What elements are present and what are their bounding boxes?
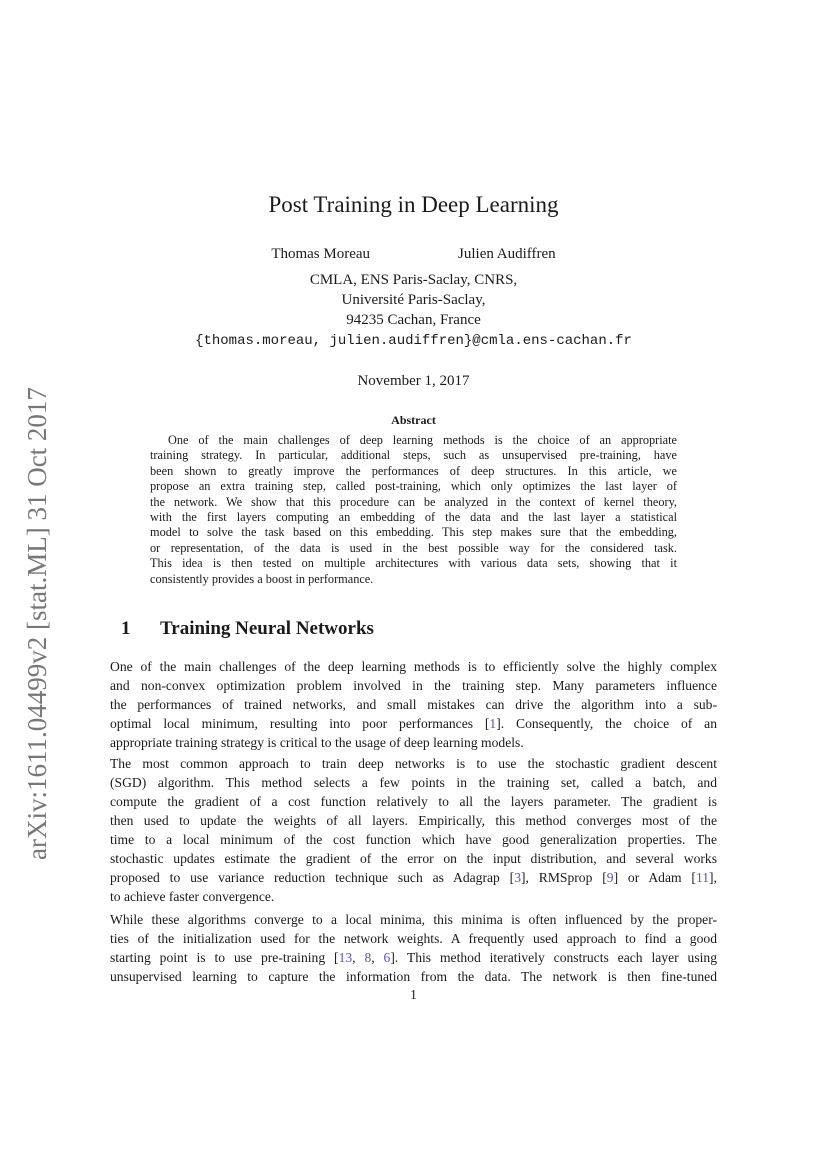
text-line: unsupervised learning to capture the information from the data. The network is then fine-tuned [110,969,717,984]
author: Julien Audiffren [458,246,556,262]
citation-link[interactable]: 3 [514,870,521,885]
text-line: proposed to use variance reduction technique such as Adagrap [3], RMSprop [9] or Adam [11], [110,870,717,885]
paper-date: November 1, 2017 [357,373,470,389]
text-line: then used to update the weights of all layers. Empirically, this method converges most of the [110,813,717,828]
text-line: compute the gradient of a cost function relatively to all the layers parameter. The gradient is [110,794,717,809]
paper-title: Post Training in Deep Learning [268,192,559,217]
arxiv-identifier: arXiv:1611.04499v2 [stat.ML] 31 Oct 2017 [22,387,52,860]
text-line: While these algorithms converge to a local minima, this minima is often influenced by the proper- [110,912,717,927]
text-line: time to a local minimum of the cost function which have good generalization properties. The [110,832,717,847]
section-heading [121,618,374,640]
citation-link[interactable]: 11 [695,870,710,885]
text-line: propose an extra training step, called post-training, which only optimizes the last layer of [150,479,677,494]
author-email: {thomas.moreau, julien.audiffren}@cmla.ens-cachan.fr [195,333,632,349]
text-line: or representation, of the data is used in the best possible way for the considered task. [150,540,677,555]
text-line: The most common approach to train deep networks is to use the stochastic gradient descent [110,756,717,771]
text-line: the performances of trained networks, and small mistakes can drive the algorithm into a sub- [110,697,717,712]
text-line: model to solve the task based on this embedding. This step makes sure that the embedding, [150,525,677,540]
section-number: 1 [121,618,131,639]
paragraph [110,657,717,752]
text-line: been shown to greatly improve the performances of deep structures. In this article, we [150,463,677,478]
paragraph [110,910,717,986]
text-line: the network. We show that this procedure can be analyzed in the context of kernel theory, [150,494,677,509]
text-line: One of the main challenges of deep learning methods is the choice of an appropriate [168,433,677,447]
text-line: This idea is then tested on multiple architectures with various data sets, showing that it [150,556,677,571]
author: Thomas Moreau [271,246,371,262]
abstract [150,433,677,587]
citation-link[interactable]: 1 [489,716,497,731]
paragraph [110,754,717,906]
affiliation-line: 94235 Cachan, France [346,312,481,328]
page-number: 1 [410,987,417,1002]
citation-link[interactable]: 9 [606,870,614,885]
citation-link[interactable]: 8 [364,950,372,965]
citation-link[interactable]: 6 [383,950,391,965]
text-line: with the first layers computing an embedding of the data and the last layer a statistical [150,510,677,525]
text-line: and non-convex optimization problem involved in the training step. Many parameters influence [110,678,717,693]
text-line: appropriate training strategy is critical to the usage of deep learning models. [110,735,524,750]
text-line: One of the main challenges of the deep learning methods is to efficiently solve the highly complex [110,659,717,674]
text-line: consistently provides a boost in performance. [150,571,374,586]
abstract-heading: Abstract [391,413,436,427]
text-line: ties of the initialization used for the network weights. A frequently used approach to find a good [110,931,717,946]
text-line: training strategy. In particular, additional steps, such as unsupervised pre-training, have [150,448,677,463]
affiliation-line: Université Paris-Saclay, [341,292,486,308]
section-title: Training Neural Networks [160,618,374,639]
text-line: starting point is to use pre-training [13, 8, 6]. This method iteratively constructs each layer using [110,950,717,965]
text-line: optimal local minimum, resulting into poor performances [1]. Consequently, the choice of an [110,716,717,731]
text-line: (SGD) algorithm. This method selects a few points in the training set, called a batch, and [110,775,717,790]
citation-link[interactable]: 13 [338,950,353,965]
text-line: stochastic updates estimate the gradient of the error on the input distribution, and several works [110,851,717,866]
authors [0,246,827,263]
text-line: to achieve faster convergence. [110,889,275,904]
affiliation-line: CMLA, ENS Paris-Saclay, CNRS, [309,272,518,288]
